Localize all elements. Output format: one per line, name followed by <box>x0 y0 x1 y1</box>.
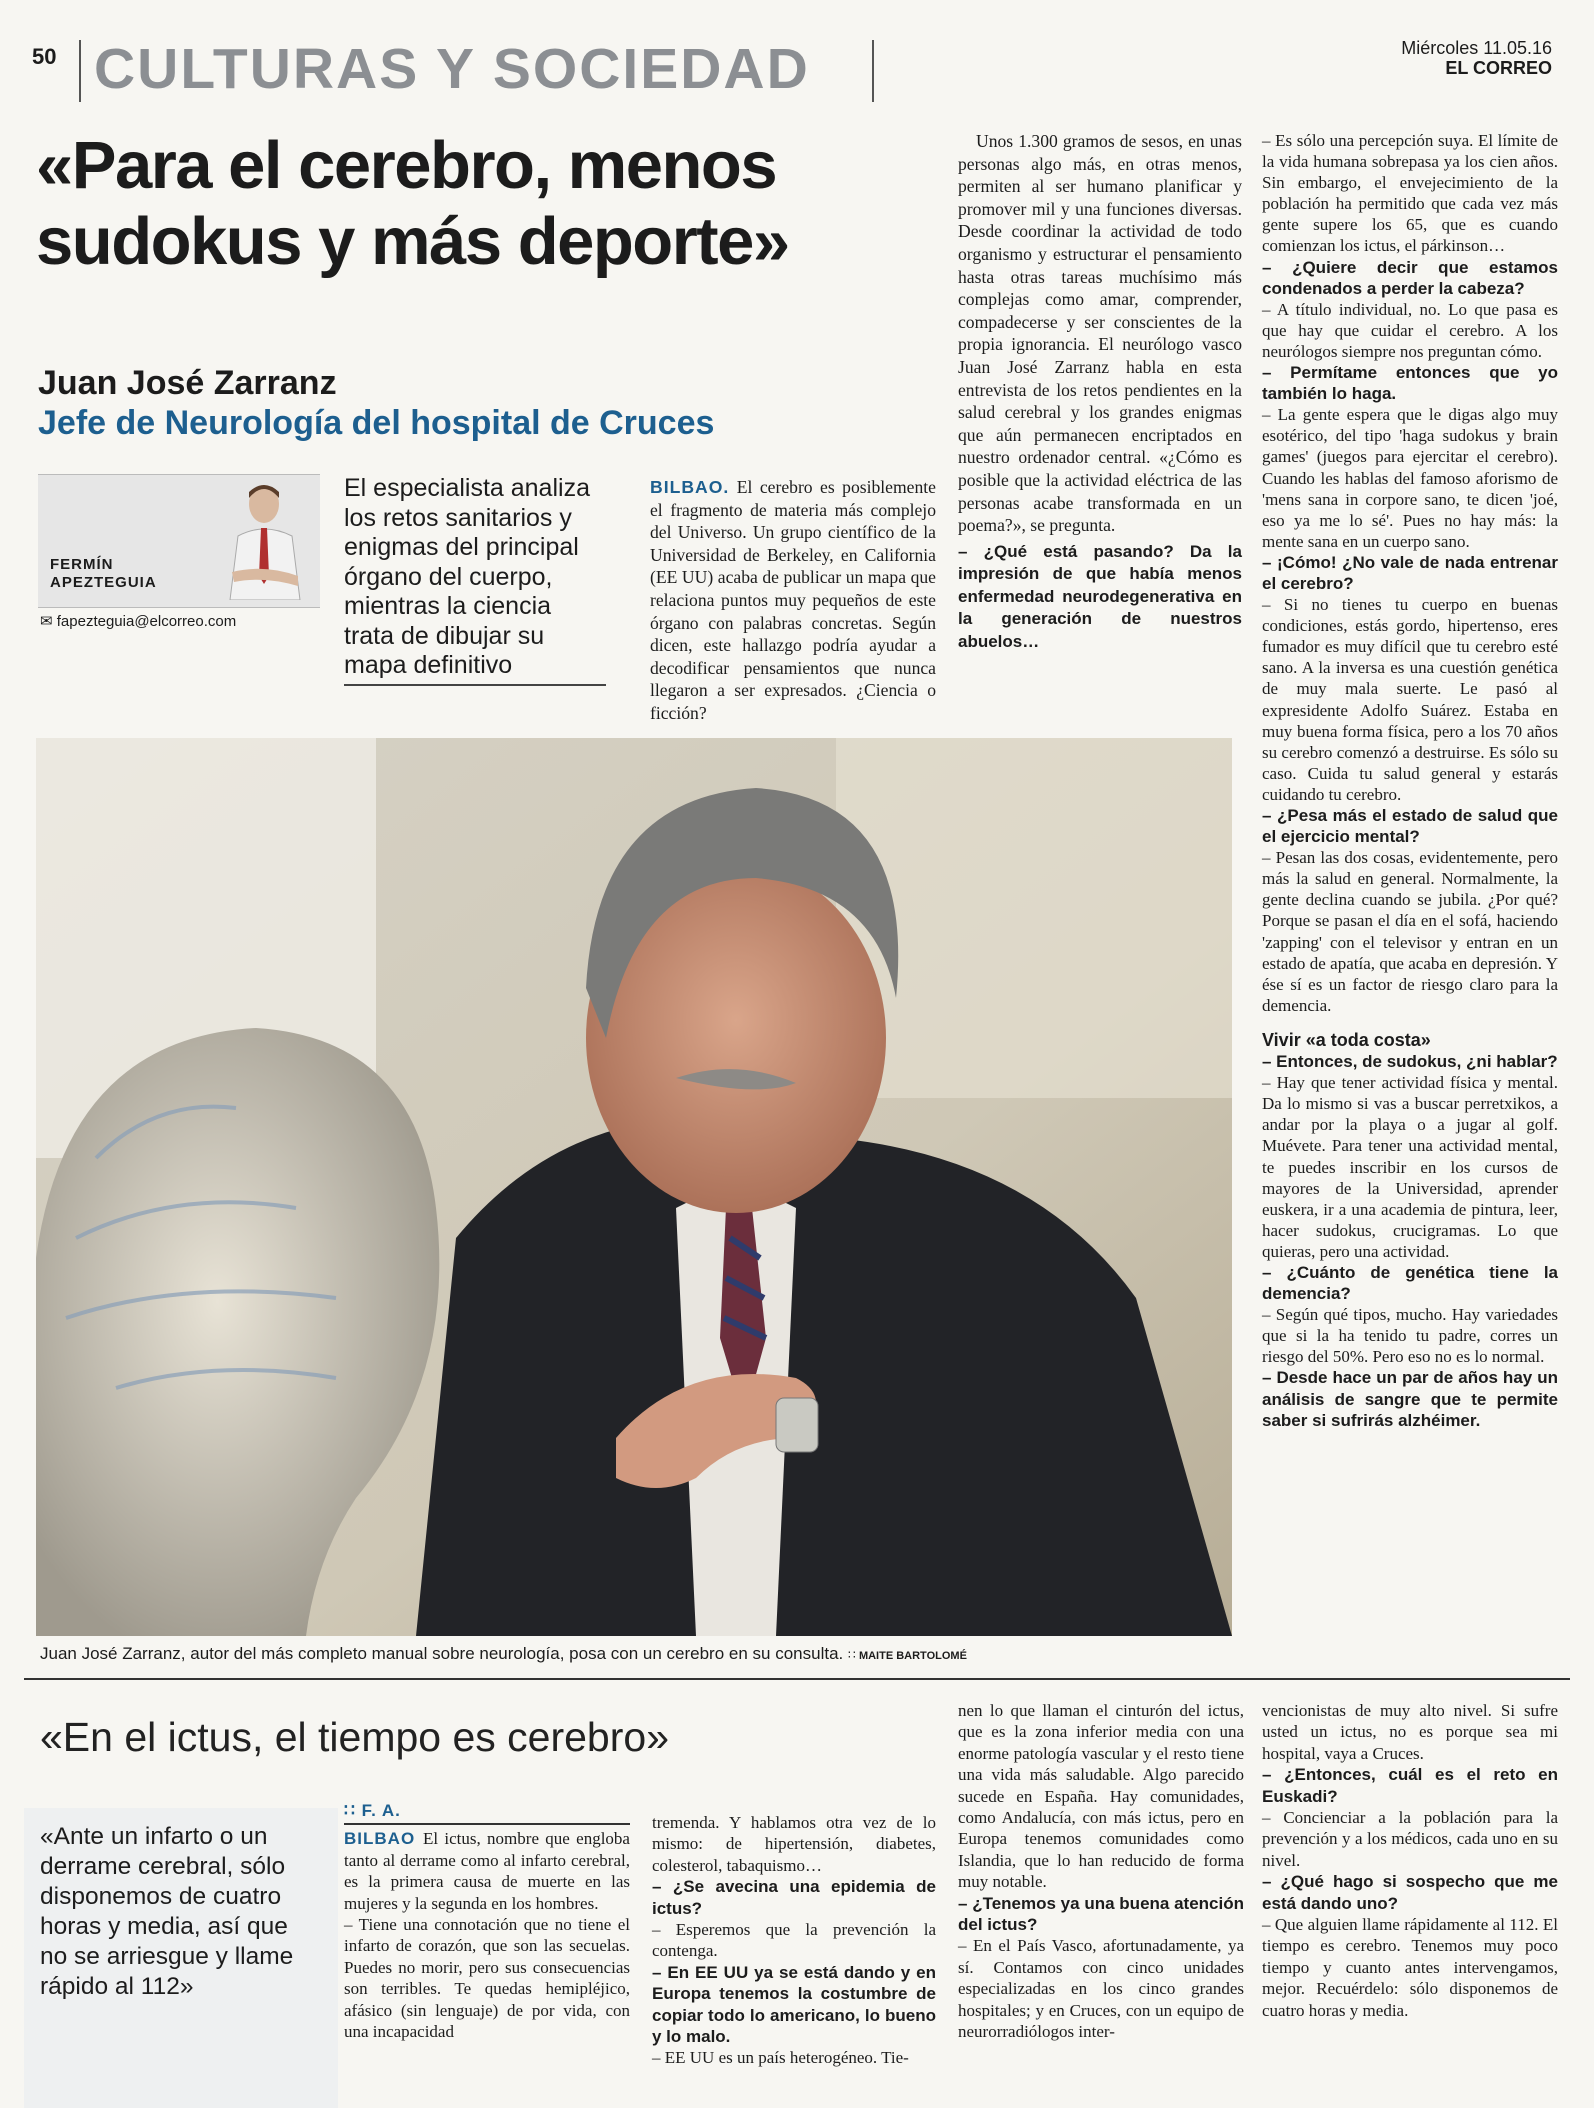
sidebar-column-4 <box>1262 1700 1558 2021</box>
interview-question: – ¿Cuánto de genética tiene la demencia? <box>1262 1262 1558 1304</box>
sidebar-answer: vencionistas de muy alto nivel. Si sufre usted un ictus, no es porque sea mi hospital, vaya a Cruces. <box>1262 1701 1558 1763</box>
author-name-first: FERMÍN <box>50 556 114 573</box>
photo-caption: Juan José Zarranz, autor del más completo manual sobre neurología, posa con un cerebro en su consulta. <box>40 1644 844 1663</box>
page-number: 50 <box>32 44 57 69</box>
interview-subheading: Vivir «a toda costa» <box>1262 1029 1431 1050</box>
man-watch <box>776 1398 818 1452</box>
sidebar-question: – En EE UU ya se está dando y en Europa tenemos la costumbre de copiar todo lo americano, lo bueno y lo malo. <box>652 1962 936 2047</box>
sidebar-answer: – EE UU es un país heterogéneo. Tie- <box>652 2048 909 2068</box>
interview-answer: – A título individual, no. Lo que pasa es que hay que cuidar el cerebro. A los neurólogos siempre nos preguntan cómo. <box>1262 299 1558 361</box>
interview-answer: – Pesan las dos cosas, evidentemente, pero más la salud en general. Normalmente, la gente declina cuando se jubila. ¿Por qué? Porque se pasan el día en el sofá, haciendo 'zapping' con el televisor y entran en un estado de apatía, que acaba en depresión. Y ése sí es un factor de riesgo claro para la demencia. <box>1262 848 1558 1015</box>
headline: «Para el cerebro, menos sudokus y más deporte» <box>36 128 789 279</box>
sidebar-column-2 <box>652 1812 936 2069</box>
issue-date: Miércoles 11.05.16 <box>1401 38 1552 58</box>
standfirst-rule <box>344 684 606 686</box>
sidebar-question: – ¿Se avecina una epidemia de ictus? <box>652 1877 936 1918</box>
sidebar-top-rule <box>24 1678 1570 1680</box>
sidebar-dateline: BILBAO <box>344 1829 423 1849</box>
sidebar-answer: – Que alguien llame rápidamente al 112. El tiempo es cerebro. Tenemos muy poco tiempo y cuanto antes intervengamos, mejor. Recuérdelo: sólo disponemos de cuatro horas y media. <box>1262 1915 1558 2020</box>
sidebar-answer: – Esperemos que la prevención la contenga. <box>652 1920 936 1961</box>
sidebar-pullquote: «Ante un infarto o un derrame cerebral, sólo disponemos de cuatro horas y media, así que no se arriesgue y llame rápido al 112» <box>40 1823 294 2000</box>
masthead-divider-left <box>79 40 81 102</box>
interview-answer: – La gente espera que le digas algo muy esotérico, del tipo 'haga sudokus y brain games' (juegos para ejercitar el cerebro). Cuando les hablas del famoso aforismo de 'mens sana in corpore sano, te dicen 'joé, eso ya me lo sé'. Pues no hay más: la mente sana en un cuerpo sano. <box>1262 405 1558 551</box>
interview-right-column <box>1262 130 1558 1431</box>
standfirst: El especialista analiza los retos sanitarios y enigmas del principal órgano del cuerpo, mientras la ciencia trata de dibujar su mapa definitivo <box>344 474 590 679</box>
section-title: CULTURAS Y SOCIEDAD <box>94 37 810 101</box>
sidebar-answer: – Tiene una connotación que no tiene el infarto de corazón, que son las secuelas. Puedes no morir, pero sus consecuencias son terribles. Te quedas hemipléjico, afásico (sin lenguaje) de por vida, con una incapacidad <box>344 1915 630 2042</box>
sidebar-answer: tremenda. Y hablamos otra vez de lo mismo: de hipertensión, diabetes, colesterol, tabaquismo… <box>652 1813 936 1875</box>
interviewee-role: Jefe de Neurología del hospital de Cruces <box>38 404 715 442</box>
interview-answer: – Es sólo una percepción suya. El límite de la vida humana sobrepasa ya los cien años. Sin embargo, el envejecimiento de la población ha permitido que cada vez más gente supere los 65, que es cuando comienzan los ictus, el párkinson… <box>1262 131 1558 256</box>
envelope-icon: ✉ <box>40 613 53 630</box>
photo-credit-icon: ∷ <box>847 1648 859 1662</box>
intro-paragraph-2: Unos 1.300 gramos de sesos, en unas personas algo más, en otras menos, permiten al ser humano planificar y promover mil y una funciones diversas. Desde coordinar la actividad de todo organismo y estructurar el pensamiento hasta otras tareas muchísimo más complejas como amar, comprender, compadecerse y ser conscientes de la propia ignorancia. El neurólogo vasco Juan José Zarranz habla en esta entrevista de los retos pendientes en la salud cerebral y los grandes enigmas que aún permanecen encriptados en nuestro ordenador central. «¿Cómo es posible que la actividad eléctrica de las personas acabe transformada en un poema?», se pregunta. <box>958 131 1242 536</box>
sidebar-answer: – En el País Vasco, afortunadamente, ya sí. Contamos con cinco unidades especializadas en los cinco grandes hospitales; y en Cruces, con un equipo de neurorradiólogos inter- <box>958 1936 1244 2042</box>
intro-dateline: BILBAO. <box>650 477 730 497</box>
newspaper-name: EL CORREO <box>1445 58 1552 78</box>
interview-question: – Desde hace un par de años hay un análisis de sangre que te permite saber si sufrirás alzhéimer. <box>1262 1368 1558 1430</box>
sidebar-question: – ¿Qué hago si sospecho que me está dando uno? <box>1262 1872 1558 1913</box>
author-portrait <box>212 476 312 600</box>
byline-icon: ∷ <box>344 1801 356 1820</box>
interview-question: – Entonces, de sudokus, ¿ni hablar? <box>1262 1052 1558 1072</box>
main-photo <box>36 738 1232 1636</box>
sidebar-column-3 <box>958 1700 1244 2043</box>
intro-column-b <box>958 130 1242 654</box>
sidebar-question: – ¿Entonces, cuál es el reto en Euskadi? <box>1262 1765 1558 1806</box>
intro-column-a <box>650 476 936 725</box>
sidebar-answer: nen lo que llaman el cinturón del ictus, que es la zona inferior media con una enorme patología vascular y el resto tiene una vida más saludable. Algo parecido sucede en España. Hay comunidades, como Andalucía, con más ictus, pero en Europa tenemos comunidades como Islandia, que lo han reducido de forma muy notable. <box>958 1701 1244 1892</box>
sidebar-answer: BILBAO El ictus, nombre que engloba tanto al derrame como al infarto cerebral, es la primera causa de muerte en las mujeres y la segunda en los hombres. <box>344 1829 630 1913</box>
sidebar-column-1 <box>344 1800 630 2042</box>
interview-answer: – Según qué tipos, mucho. Hay variedades que si la ha tenido tu padre, corres un riesgo del 50%. Pero eso no es lo normal. <box>1262 1305 1558 1367</box>
interview-answer: – Hay que tener actividad física y mental. Da lo mismo si vas a buscar perretxikos, a andar por la playa o a jugar al golf. Muévete. Para tener una actividad mental, te puedes inscribir en los cursos de mayores de la Universidad, aprender euskera, ir a una academia de pintura, leer, hacer sudokus, crucigramas. Lo que quieras, pero una actividad. <box>1262 1073 1558 1261</box>
interview-question: – ¿Quiere decir que estamos condenados a perder la cabeza? <box>1262 257 1558 298</box>
photo-caption-row <box>40 1644 967 1664</box>
interview-answer: – Si no tienes tu cuerpo en buenas condiciones, estás gordo, hipertenso, eres fumador es muy difícil que tu cerebro esté sano. A la inversa es una cuestión genética de muy mala suerte. Le pasó al expresidente Adolfo Suárez. Estaba en muy buena forma física, pero a los 70 años su cerebro comenzó a destruirse. Es sólo su caso. Cuida tu salud general y estarás cuidando tu cerebro. <box>1262 595 1558 804</box>
author-name-last: APEZTEGUIA <box>50 574 157 591</box>
intro-question-1: – ¿Qué está pasando? Da la impresión de que había menos enfermedad neurodegenerativa en la generación de nuestros abuelos… <box>958 541 1242 652</box>
sidebar-answer: – Concienciar a la población para la prevención y a los médicos, cada uno en su nivel. <box>1262 1808 1558 1870</box>
interview-question: – Permítame entonces que yo también lo haga. <box>1262 363 1558 404</box>
interview-question: – ¿Pesa más el estado de salud que el ejercicio mental? <box>1262 806 1558 847</box>
intro-text: El cerebro es posiblemente el fragmento de materia más complejo del Universo. Un grupo científico de la Universidad de Berkeley, en California (EE UU) acaba de publicar un mapa que relaciona puntos muy pequeños de este órgano con palabras concretas. Según dicen, este hallazgo podría ayudar a decodificar pensamientos que nunca llegaron a ser expresados. ¿Ciencia o ficción? <box>650 477 936 723</box>
author-email[interactable]: fapezteguia@elcorreo.com <box>56 613 237 630</box>
sidebar-byline: F. A. <box>361 1801 401 1820</box>
sidebar-headline: «En el ictus, el tiempo es cerebro» <box>40 1714 669 1760</box>
author-email-row[interactable] <box>40 612 236 630</box>
sidebar-question: – ¿Tenemos ya una buena atención del ictus? <box>958 1893 1244 1935</box>
interviewee-name: Juan José Zarranz <box>38 364 337 402</box>
masthead-divider-right <box>872 40 874 102</box>
interview-question: – ¡Cómo! ¿No vale de nada entrenar el cerebro? <box>1262 552 1558 593</box>
photo-credit: MAITE BARTOLOMÉ <box>858 1650 967 1662</box>
